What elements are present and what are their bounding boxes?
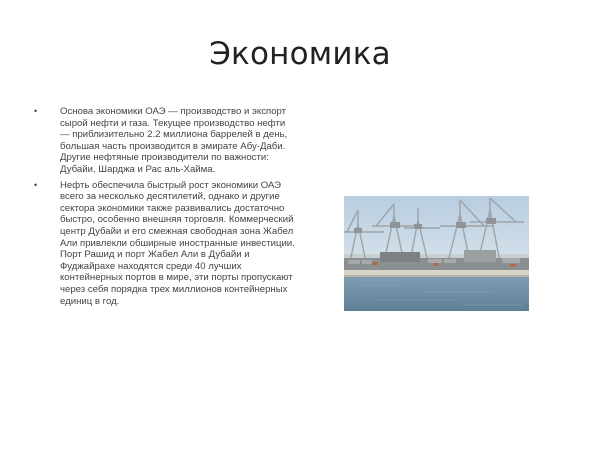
port-cranes-photo (344, 196, 529, 311)
bullet-marker: • (34, 106, 38, 116)
bullet-item (34, 180, 296, 308)
bullet-item (34, 106, 296, 176)
slide-title: Экономика (209, 36, 391, 72)
bullet-text: Основа экономики ОАЭ — производство и экспорт сырой нефти и газа. Текущее производство нефти — приблизительно 2.2 миллиона баррелей в день, большая часть производится в эмирате Абу-Даби. Другие нефтяные производители по важности: Дубайи, Шарджа и Рас аль-Хайма. (60, 106, 288, 175)
bullet-text: Нефть обеспечила быстрый рост экономики ОАЭ всего за несколько десятилетий, однако и другие сектора экономики также развивались достаточно быстро, особенно внешняя торговля. Коммерческий центр Дубайи и его смежная свободная зона Жабел Али привлекли обширные иностранные инвестиции. Порт Рашид и порт Жабел Али в Дубайи и Фуджайрахе находятся среди 40 лучших контейнерных портов в мире, эти порты пропускают через себя порядка трех миллионов контейнерных единиц в год. (60, 179, 295, 307)
slide-content (34, 106, 296, 311)
bullet-marker: • (34, 179, 38, 190)
